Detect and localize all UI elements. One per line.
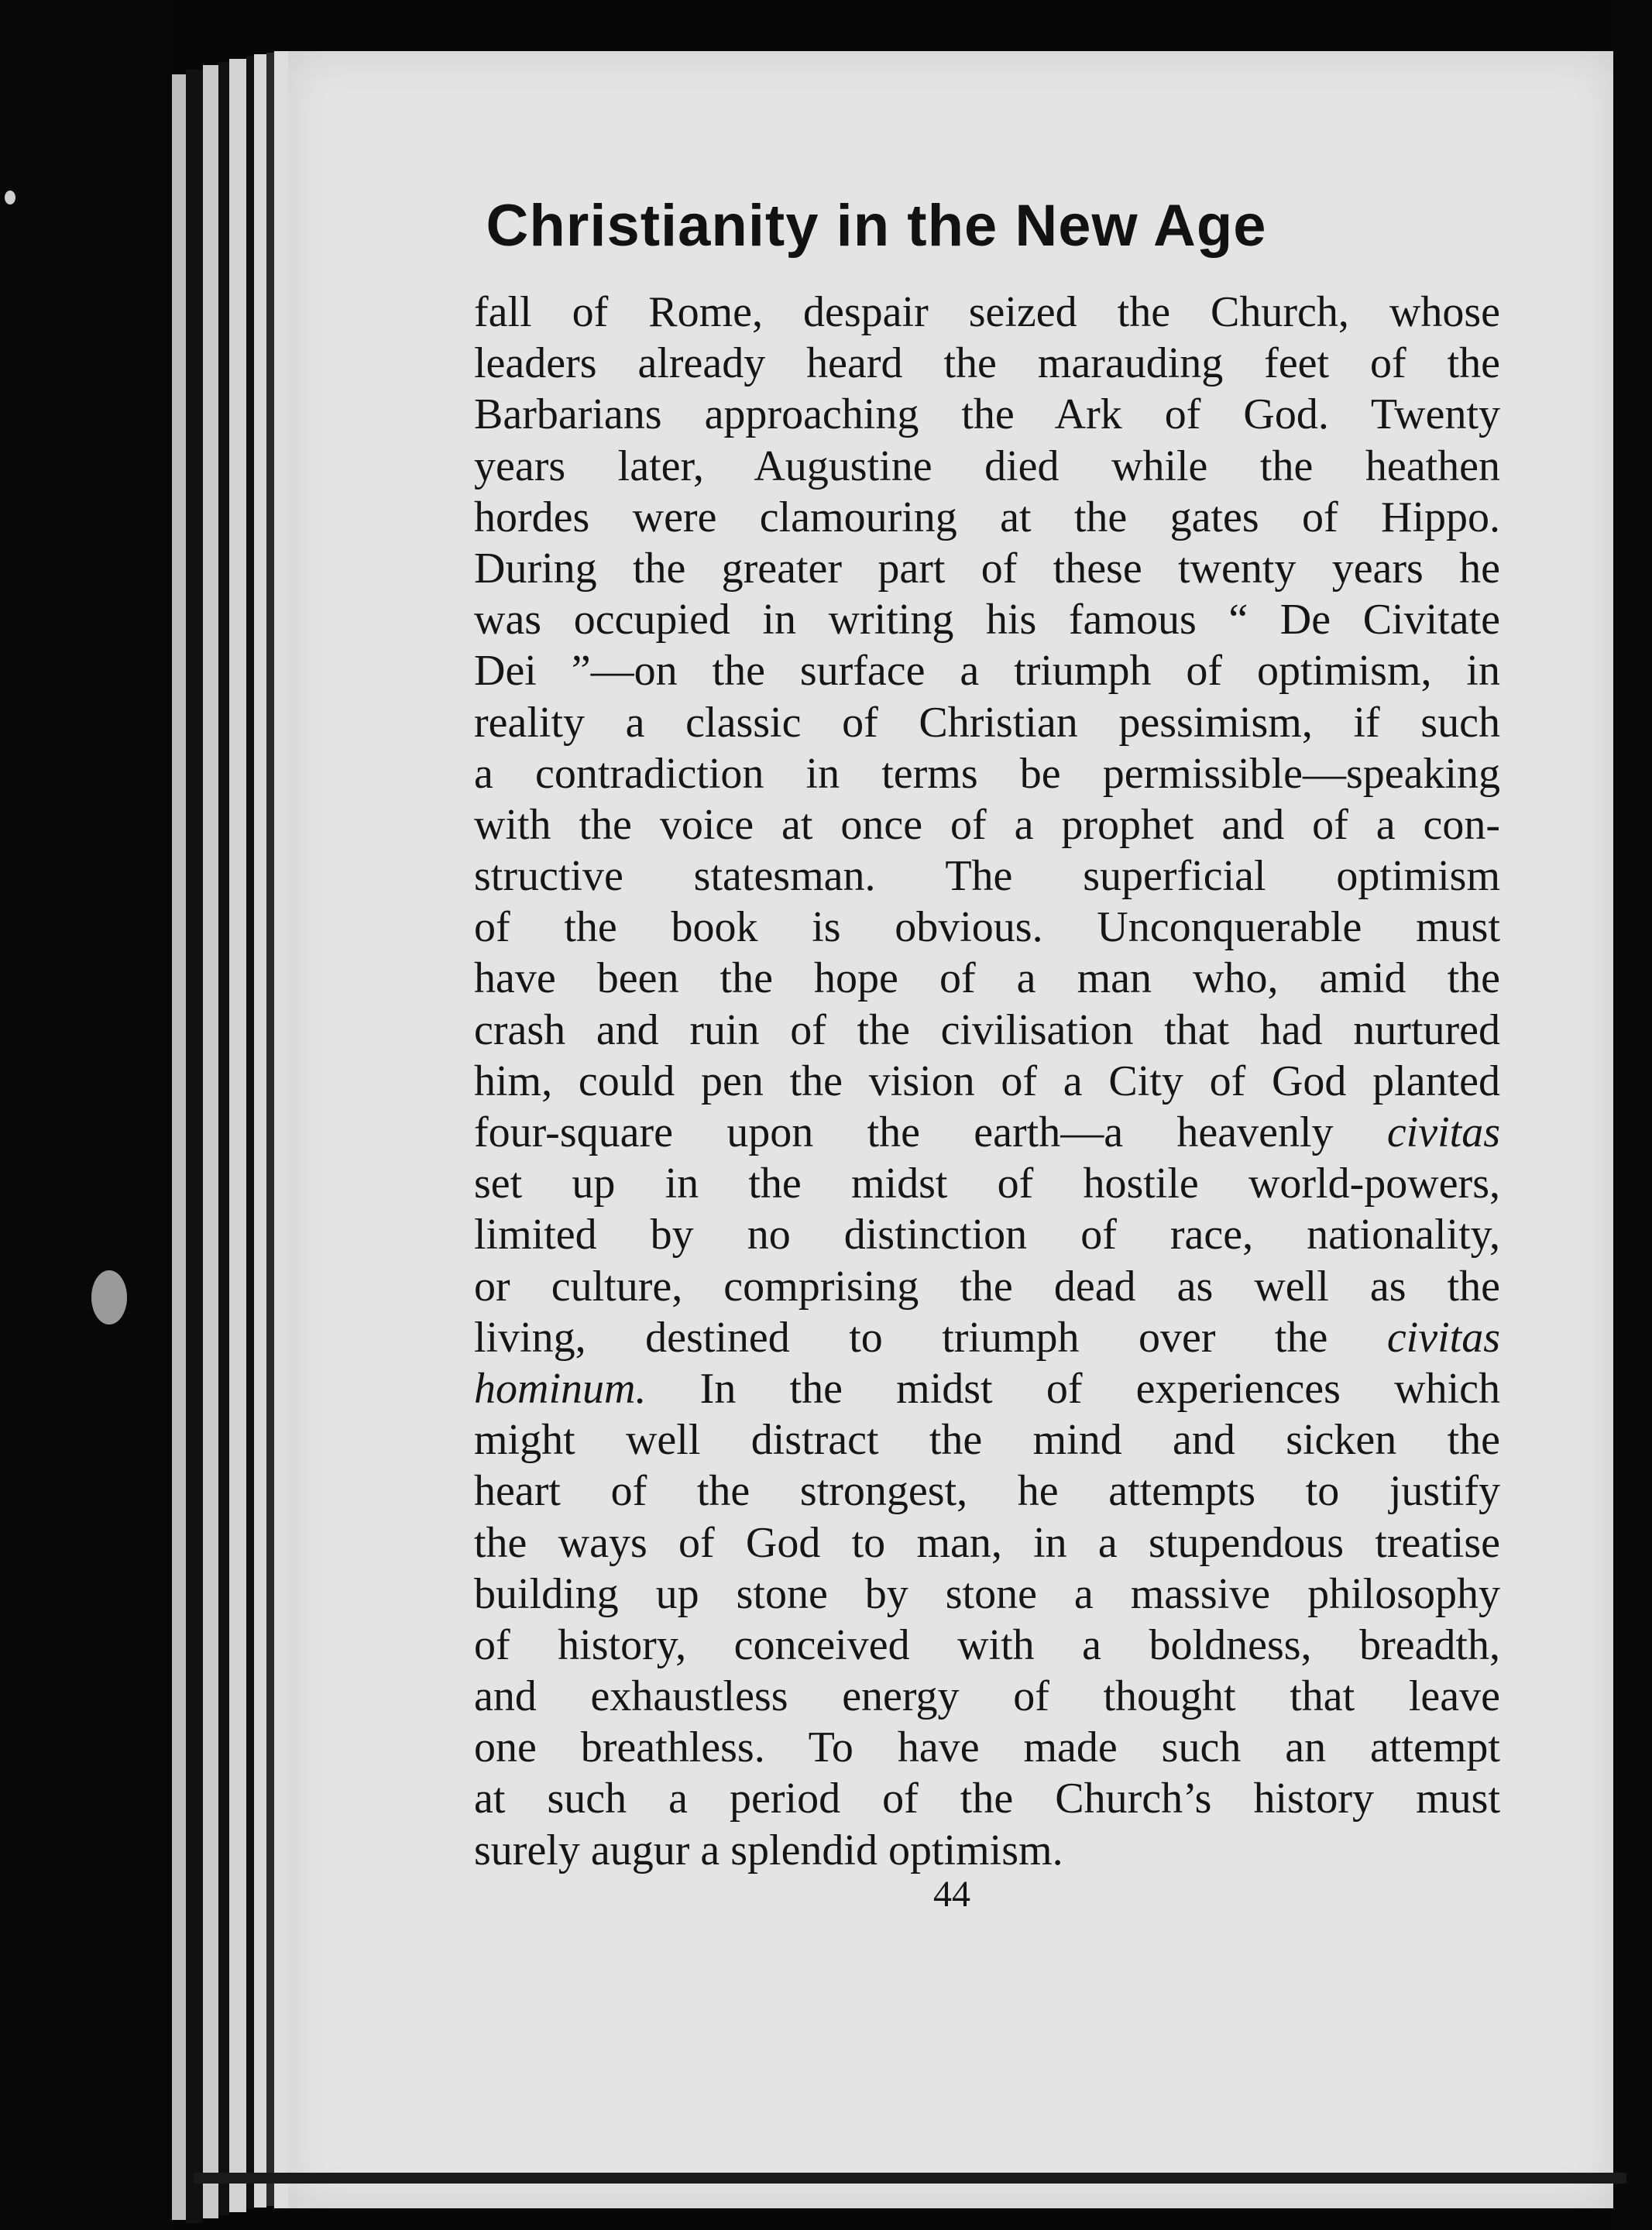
dust-speck [91,1270,127,1325]
text-line: a contradiction in terms be permissible—speaking [474,749,1500,798]
text-line [474,1312,1500,1363]
text-segment: four-square upon the earth—a heavenly [474,1108,1334,1156]
text-line: the ways of God to man, in a stupendous treatise [474,1518,1500,1567]
text-line: have been the hope of a man who, amid the [474,954,1500,1003]
text-line: structive statesman. The superficial optimism [474,852,1500,901]
text-line: one breathless. To have made such an attempt [474,1723,1500,1772]
page-edge-line [218,62,229,2215]
text-line: years later, Augustine died while the heathen [474,442,1500,490]
page-edge-line [266,53,274,2206]
body-text [474,287,1500,1876]
text-line: and exhaustless energy of thought that leave [474,1672,1500,1721]
text-line: reality a classic of Christian pessimism, if such [474,698,1500,747]
text-line: heart of the strongest, he attempts to justify [474,1467,1500,1516]
text-line: set up in the midst of hostile world-powers, [474,1160,1500,1208]
page-edge [172,74,186,2220]
text-line: of history, conceived with a boldness, breadth, [474,1620,1500,1669]
page-edge [274,51,288,2208]
text-line: or culture, comprising the dead as well as the [474,1262,1500,1311]
text-line: fall of Rome, despair seized the Church, whose [474,288,1500,336]
page-edge-line [186,70,203,2223]
text-line: crash and ruin of the civilisation that had nurtured [474,1005,1500,1054]
text-line: at such a period of the Church’s history must [474,1775,1500,1823]
text-line: surely augur a splendid optimism. [474,1826,1063,1874]
italic-word: civitas [1386,1313,1500,1362]
text-line [474,1363,1500,1414]
text-line: During the greater part of these twenty years he [474,544,1500,593]
running-head: Christianity in the New Age [486,193,1267,259]
text-segment: living, destined to triumph over the [474,1313,1328,1362]
text-line: limited by no distinction of race, nationality, [474,1211,1500,1259]
text-segment: In the midst of experiences which [699,1364,1501,1413]
scan-border-right [1613,0,1652,2230]
text-line: might well distract the mind and sicken the [474,1416,1500,1465]
page-edge [229,59,246,2212]
text-line: Barbarians approaching the Ark of God. Twenty [474,390,1500,439]
text-line: was occupied in writing his famous “ De Civitate [474,596,1500,644]
page-number: 44 [933,1874,970,1915]
page-bottom-edge [194,2173,1626,2184]
text-line: Dei ”—on the surface a triumph of optimism, in [474,647,1500,696]
binding-shadow [0,0,170,2230]
text-line: building up stone by stone a massive philosophy [474,1569,1500,1618]
text-line: leaders already heard the marauding feet of the [474,339,1500,388]
page-edge [203,65,218,2218]
text-line [474,1107,1500,1158]
page-edge-line [246,56,254,2209]
text-line: him, could pen the vision of a City of God planted [474,1057,1500,1105]
italic-word: civitas [1386,1108,1501,1156]
text-line: of the book is obvious. Unconquerable must [474,903,1500,952]
text-line: with the voice at once of a prophet and of a con- [474,800,1500,849]
italic-word: hominum. [474,1364,647,1413]
text-line: hordes were clamouring at the gates of Hippo. [474,493,1500,541]
page-edge [254,54,266,2208]
